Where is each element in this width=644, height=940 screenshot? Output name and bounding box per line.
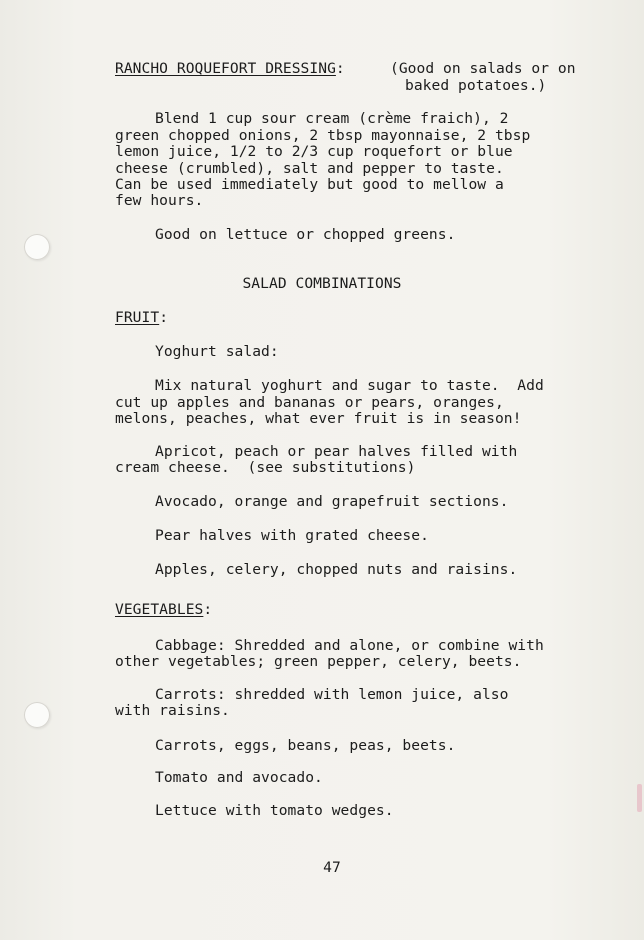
vegetables-heading-line: VEGETABLES:	[115, 601, 213, 618]
fruit-apricot-line: cream cheese. (see substitutions)	[115, 459, 416, 476]
dressing-note-line1: (Good on salads or on	[390, 60, 576, 77]
fruit-yoghurt-line: Mix natural yoghurt and sugar to taste. Add	[155, 377, 544, 394]
fruit-heading: FRUIT	[115, 309, 160, 326]
fruit-pear: Pear halves with grated cheese.	[155, 527, 429, 544]
dressing-body-line: green chopped onions, 2 tbsp mayonnaise, 2 tbsp	[115, 127, 531, 144]
veg-carrots2: Carrots, eggs, beans, peas, beets.	[155, 737, 456, 754]
veg-cabbage-line: Cabbage: Shredded and alone, or combine with	[155, 637, 544, 654]
veg-cabbage-line: other vegetables; green pepper, celery, beets.	[115, 653, 522, 670]
fruit-heading-line: FRUIT:	[115, 309, 169, 326]
dressing-body-line: Can be used immediately but good to mellow a	[115, 176, 504, 193]
fruit-avocado: Avocado, orange and grapefruit sections.	[155, 493, 509, 510]
dressing-body-line: few hours.	[115, 192, 204, 209]
dressing-heading: RANCHO ROQUEFORT DRESSING	[115, 60, 336, 77]
binder-hole-top	[24, 234, 50, 260]
fruit-yoghurt-line: cut up apples and bananas or pears, oranges,	[115, 394, 504, 411]
fruit-apricot-line: Apricot, peach or pear halves filled with	[155, 443, 518, 460]
fruit-intro: Yoghurt salad:	[155, 343, 279, 360]
dressing-note-line2: baked potatoes.)	[405, 77, 547, 94]
dressing-body-line: cheese (crumbled), salt and pepper to taste.	[115, 160, 504, 177]
vegetables-heading: VEGETABLES	[115, 601, 204, 618]
fruit-yoghurt-line: melons, peaches, what ever fruit is in season!	[115, 410, 522, 427]
section-title: SALAD COMBINATIONS	[242, 275, 402, 292]
page-number: 47	[323, 859, 341, 876]
dressing-heading-line: RANCHO ROQUEFORT DRESSING:	[115, 60, 345, 77]
binder-hole-bottom	[24, 702, 50, 728]
dressing-body-line: Blend 1 cup sour cream (crème fraich), 2	[155, 110, 509, 127]
dressing-body-line: lemon juice, 1/2 to 2/3 cup roquefort or blue	[115, 143, 513, 160]
fruit-apples: Apples, celery, chopped nuts and raisins.	[155, 561, 518, 578]
veg-carrots1-line: Carrots: shredded with lemon juice, also	[155, 686, 509, 703]
veg-lettuce: Lettuce with tomato wedges.	[155, 802, 394, 819]
veg-carrots1-line: with raisins.	[115, 702, 230, 719]
veg-tomato: Tomato and avocado.	[155, 769, 323, 786]
page-edge-mark	[637, 784, 642, 812]
dressing-serving: Good on lettuce or chopped greens.	[155, 226, 456, 243]
